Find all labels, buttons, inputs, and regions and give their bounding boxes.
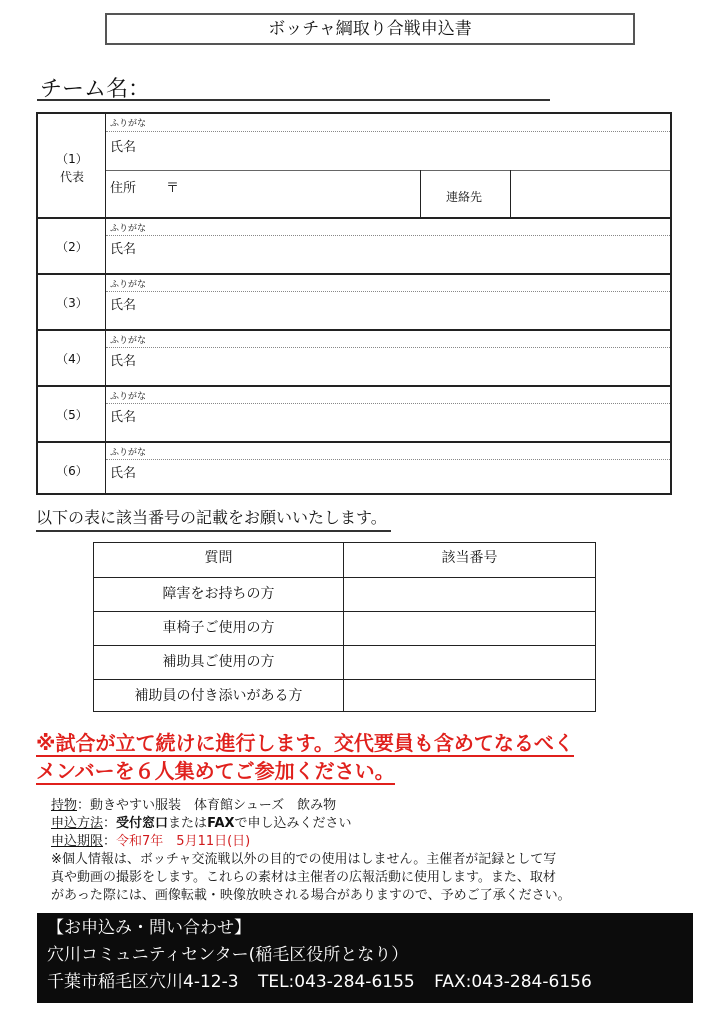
form-title: ボッチャ綱取り合戦申込書 [105, 13, 635, 45]
deadline-line [51, 833, 681, 851]
method-line [51, 815, 681, 833]
row-number-3: （3） [56, 296, 88, 310]
row-divider [106, 170, 670, 171]
name-label: 氏名 [110, 242, 137, 257]
privacy-line-3: があった際には、画像転載・映像放映される場合がありますので、予めご了承ください。 [51, 888, 571, 903]
row-number-2: （2） [56, 240, 88, 254]
furigana-label: ふりがな [110, 392, 147, 402]
question-row-border [94, 679, 595, 680]
furigana-label: ふりがな [110, 280, 147, 290]
deadline-value: 令和7年 5月11日(日) [116, 834, 251, 849]
furigana-label: ふりがな [110, 119, 147, 129]
contact-label: 連絡先 [446, 190, 483, 204]
row-number-4: （4） [56, 352, 88, 366]
contact-fax: FAX:043-284-6156 [434, 972, 592, 992]
row-number-6: （6） [56, 464, 88, 478]
rep-name-field[interactable] [106, 134, 671, 168]
method-or: または [168, 816, 208, 831]
belongings-label: 持物 [51, 798, 78, 813]
name-label: 氏名 [110, 354, 137, 369]
contact-divider [420, 170, 421, 217]
team-name-label: チーム名： [40, 77, 151, 102]
contact-org: 穴川コミュニティセンター(稲毛区役所となり） [47, 945, 409, 965]
contact-tel: TEL:043-284-6155 [257, 972, 415, 992]
question-disability: 障害をお持ちの方 [162, 586, 275, 602]
contact-divider [510, 170, 511, 217]
privacy-line-1: ※個人情報は、ボッチャ交流戦以外の目的での使用はしません。主催者が記録として写 [51, 852, 557, 867]
furigana-label: ふりがな [110, 224, 147, 234]
row-number-5: （5） [56, 408, 88, 422]
method-separator: ： [103, 816, 117, 831]
team-name-field[interactable] [37, 99, 550, 101]
member-6-name-field[interactable] [106, 460, 671, 493]
row-border [38, 329, 670, 331]
question-assistant: 補助員の付き添いがある方 [134, 688, 303, 704]
address-label: 住所 [110, 181, 137, 196]
furigana-label: ふりがな [110, 448, 147, 458]
method-tail: で申し込みください [234, 816, 352, 831]
row-border [38, 217, 670, 219]
answer-field-3[interactable] [345, 647, 595, 679]
notice-text: 以下の表に該当番号の記載をお願いいたします。 [36, 505, 391, 532]
member-4-name-field[interactable] [106, 348, 671, 382]
question-table [93, 542, 596, 712]
answer-field-1[interactable] [345, 579, 595, 611]
question-row-border [94, 611, 595, 612]
privacy-line-2: 真や動画の撮影をします。これらの素材は主催者の広報活動に使用します。また、取材 [51, 870, 556, 885]
answer-field-4[interactable] [345, 681, 595, 711]
method-counter: 受付窓口 [116, 816, 169, 831]
row-border [38, 273, 670, 275]
row-number-1: （1） [56, 152, 88, 166]
row-border [38, 441, 670, 443]
contact-address: 千葉市稲毛区穴川4-12-3 [47, 972, 239, 992]
question-table-divider [343, 543, 344, 711]
contact-heading: 【お申込み・問い合わせ】 [47, 918, 251, 938]
belongings-value: ：動きやすい服装 体育館シューズ 飲み物 [77, 798, 337, 813]
member-5-name-field[interactable] [106, 404, 671, 438]
question-row-border [94, 577, 595, 578]
question-wheelchair: 車椅子ご使用の方 [162, 620, 275, 636]
deadline-label: 申込期限 [51, 834, 104, 849]
warning-line-1: ※試合が立て続けに進行します。交代要員も含めてなるべく [36, 731, 574, 755]
rep-address-field[interactable] [208, 172, 418, 216]
method-fax: FAX [207, 816, 235, 831]
header-number: 該当番号 [441, 550, 498, 566]
member-3-name-field[interactable] [106, 292, 671, 326]
furigana-divider [106, 131, 670, 132]
question-assistive-device: 補助具ご使用の方 [162, 654, 275, 670]
furigana-label: ふりがな [110, 336, 147, 346]
member-2-name-field[interactable] [106, 236, 671, 270]
method-label: 申込方法 [51, 816, 104, 831]
contact-address-line [47, 969, 683, 996]
row-border [38, 385, 670, 387]
representative-label: 代表 [59, 170, 84, 184]
question-row-border [94, 645, 595, 646]
name-label: 氏名 [110, 140, 137, 155]
header-question: 質問 [204, 550, 233, 566]
contact-box [37, 913, 693, 1003]
warning-line-2: メンバーを６人集めてご参加ください。 [36, 759, 395, 783]
rep-contact-field[interactable] [512, 172, 671, 216]
deadline-separator: ： [103, 834, 117, 849]
answer-field-2[interactable] [345, 613, 595, 645]
postal-mark: 〒 [166, 181, 180, 196]
name-label: 氏名 [110, 298, 137, 313]
member-roster-table [36, 112, 672, 495]
name-label: 氏名 [110, 410, 137, 425]
belongings-line [51, 797, 681, 815]
name-label: 氏名 [110, 466, 137, 481]
info-section [51, 797, 681, 905]
warning-notice [36, 729, 686, 785]
